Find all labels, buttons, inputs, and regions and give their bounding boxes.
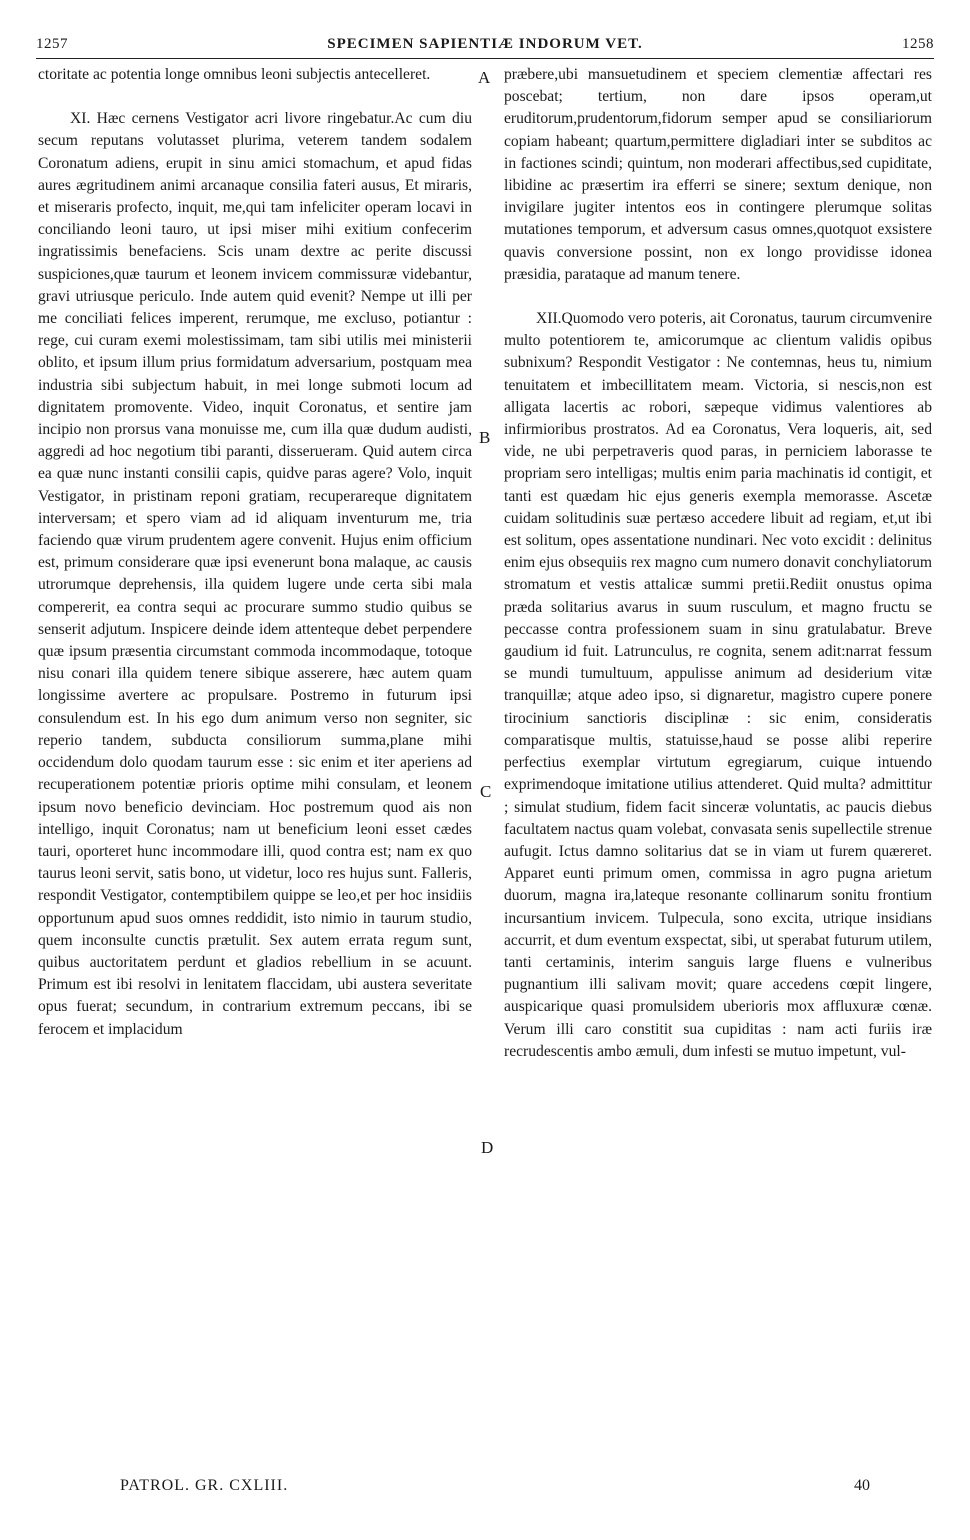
footer-signature: 40	[854, 1477, 870, 1494]
margin-marker-b: B	[479, 428, 491, 447]
footer-collection: PATROL. GR. CXLIII.	[120, 1477, 289, 1494]
paragraph-continuation: ctoritate ac potentia longe omnibus leoni subjectis antecelleret.	[38, 66, 431, 83]
page-number-left: 1257	[36, 36, 68, 52]
margin-marker-d: D	[481, 1138, 494, 1157]
page-footer	[36, 1477, 934, 1503]
running-title: SPECIMEN SAPIENTIÆ INDORUM VET.	[327, 36, 643, 52]
paragraph-continuation-right: præbere,ubi mansuetudinem et speciem clementiæ affectari res poscebat; tertium, non dare ipsos operam,ut eruditorum,prudentorum,fidorum semper apud se consiliariorum copiam habeant; quartum,permittere digladiari inter se subditos ac in factiones scindi; quintum, non moderari affectibus,sed cupiditate, libidine ac præsertim ira efferri se sinere; sextum denique, non invigilare jugiter intentos eos in contingere plerumque solitas mutationes temporum, et adversum casus omnes,quotquot exsistere quavis conversione possint, non ex longo providisse idonea præsidia, parataque ad manum tenere.	[504, 66, 932, 283]
left-column	[38, 64, 472, 1041]
paragraph-section-xi: XI. Hæc cernens Vestigator acri livore ringebatur.Ac cum diu secum reputans volutasset plurima, veterem tandem sodalem Coronatum adiens, erupit in sinu amici stomachum, et apud fidas aures ægritudinem animi arcanaque consilia fateri ausus, Et miraris, et miseraris profecto, inquit, me,qui tam infeliciter operam locavi in conciliando leoni tauro, ut ipsi miser mihi exitium confecerim ingratissimis benefaciens. Scis unam dextre ac perite discussi suspiciones,quæ taurum et leonem invicem commissuræ videbantur, gravi utriusque periculo. Inde autem quid evenit? Nempe ut illi per me conciliati felices imperent, rerumque, me exclusо, potiantur : rege, cui curam exemi molestissimam, tam sibi utilis mei ministerii oblito, et ipsum illum prius formidatum adversarium, postquam mea industria sibi subjectum habuit, in mei longe submoti locum ad dignitatem promovente. Video, inquit Coronatus, et sentire jam incipio non prorsus vana monuisse me, cum illa quæ dudum audisti, aggredi ad hoc negotium tibi paranti, disserueram. Quid autem circa ea quæ nunc instanti consilii capis, quidve paras agere? Volo, inquit Vestigator, in pristinam reponi gratiam, recuperareque dignitatem interversam; et spero viam ad id aliquam inventurum me, tria faciendo quæ virum prudentem agere convenit. Hujus enim officium est, primum considerare quæ ipsi evenerunt bona malaque, ac causis utrorumque deprehensis, illa quidem lugere unde certa sibi mala compererit, ea contra sequi ac procurare summo studio quibus se senserit adjutum. Inspicere deinde idem attenteque debet perpendere quæ ipsum præsentia circumstant commoda incommodaque, totoque nisu conari illa quidem tenere sibique asserere, hæc autem quam longissime avertere ac propulsare. Postremo in futurum ipsi consulendum est. In his ego dum animum verso non segniter, sic reperio tandem, subducta consiliorum summa,plane mihi occidendum dolo quodam taurum esse : sic enim et iter aperiens ad recuperationem potentiæ prioris optime mihi consulam, et leonem ipsum novo beneficio devinciam. Hoc postremum quod ais non intelligo, inquit Coronatus; nam ut beneficium leoni esset cædes tauri, oporteret hunc incommodare illi, quod contra est; nam ex quo taurus leoni servit, satis bono, ut videtur, loco res hujus sunt. Falleris, respondit Vestigator, contemptibilem quippe se leo,et per hoc insidiis opportunum apud suos omnes reddidit, isto nimio in taurum studio, quem inconsulte cunctis prætulit. Sex autem errata regum sunt, quibus auctoritatem perdunt et gladios rebellium in se acuunt. Primum est ibi resolvi in lenitatem flaccidam, ubi austera severitate opus fuerat; secundum, in contrarium extremum peccans, ibi se ferocem et implacidum	[38, 110, 472, 1038]
page-number-right: 1258	[902, 36, 934, 52]
right-column	[504, 64, 932, 1063]
paragraph-section-xii: XII.Quomodo vero poteris, ait Coronatus, taurum circumvenire multo potentiorem te, amicorumque ac clientum validis opibus subnixum? Respondit Vestigator : Ne contemnas, heus tu, nimium tenuitatem et imbecillitatem meam. Victoria, si nescis,non est alligata lacertis ac robori, sæpeque vidimus valentiores ab infirmioribus prostratos. Ad ea Coronatus, Vera loqueris, ait, sed vide, ne ubi perpetraveris quod paras, in perniciem laborasse te propriam sero intelligas; multis enim paria machinatis id contigit, et tanti est quædam hic ejus generis exempla memorasse. Ascetæ cuidam solitudinis suæ pertæso accedere libuit ad regiam, et,ut ibi est solitum, opes assentatione nundinari. Nec voto excidit : delinitus enim ejus obsequiis rex magno cum numero donavit conchyliatorum stromatum et vestis attalicæ summi pretii.Rediit onustus opima præda solitarius avarus in suum rusculum, et magno fructu se peccasse contra professionem suam in sinu gratulabatur. Breve gaudium id fuit. Latrunculus, re cognita, senem adit:narrat fessum se mundi tumultuum, appulisse animum ad desiderium vitæ tranquillæ; atque adeo ipso, si dignaretur, magistro cupere ponere tirocinium sanctioris disciplinæ : sic enim, consideratis comparatisque multis, statuisse,haud se posse alibi reperire perfectius exemplar virtutum egregiarum, cuique intuendo exprimendoque imitatione utilius attenderet. Quid multa? admittitur ; simulat studium, fidem facit sinceræ voluntatis, ac paucis diebus facultatem nactus quam volebat, convasata senis supellectile strenue aufugit. Ictus damno solitarius dat se in viam ut furem quæreret. Apparet eunti primum omen, commissa in agro pugna arietum duorum, magna ira,lateque resonante collinarum sonitu frontium incursantium invicem. Tulpecula, sono excita, utrique insidians accurrit, et dum eventum exspectat, sibi, ut sperabat futurum utilem, tanti certaminis, interim sanguis large fluens e vulneribus pugnantium illi salivam movit; quare accedens cœpit lingere, auspicarique quasi promulsidem uberioris mox affluxuræ cœnæ. Verum illi caro constitit sua cupiditas : nam acti furiis iræ recrudescentis ambo æmuli, dum infesti se mutuo impetunt, vul-	[504, 310, 932, 1060]
margin-marker-a: A	[478, 68, 491, 87]
margin-marker-c: C	[480, 782, 492, 801]
running-header	[36, 34, 934, 59]
